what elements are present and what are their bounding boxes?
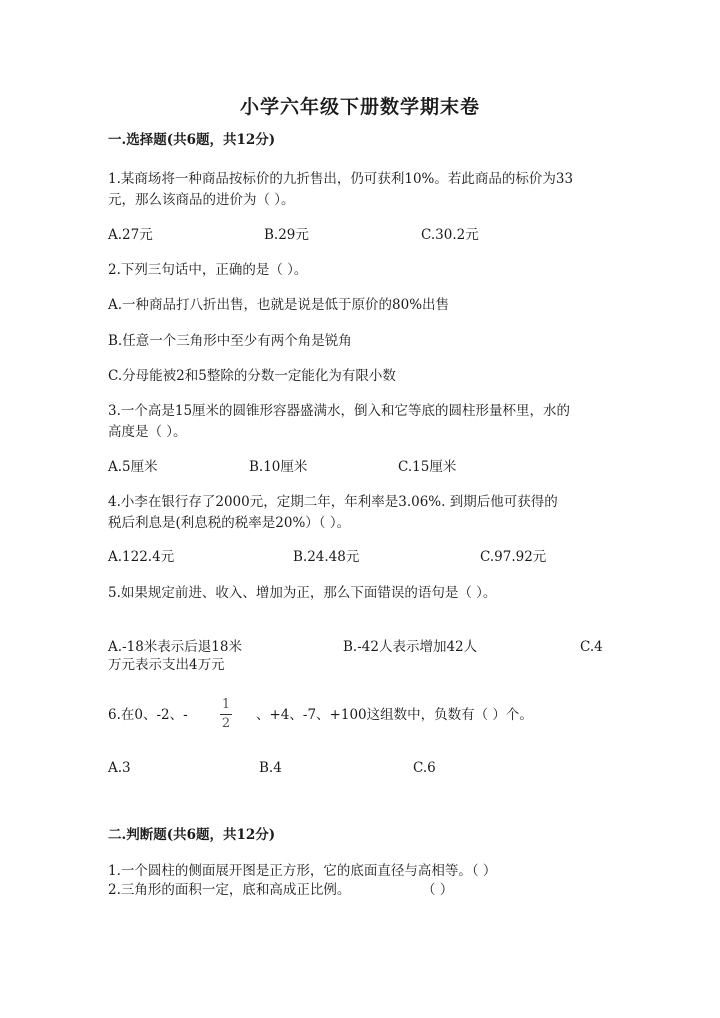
question-3-line-2: 高度是（ ）。	[108, 424, 187, 440]
question-1-line-2: 元，那么该商品的进价为（ ）。	[108, 192, 295, 208]
question-1-option-b: B.29元	[264, 227, 309, 243]
judgment-question-1: 1.一个圆柱的侧面展开图是正方形，它的底面直径与高相等。（ ）	[108, 863, 497, 879]
question-4-line-1: 4.小李在银行存了2000元，定期二年，年利率是3.06%. 到期后他可获得的	[108, 494, 558, 510]
question-5-text: 5.如果规定前进、收入、增加为正，那么下面错误的语句是（ ）。	[108, 585, 497, 601]
question-4-line-2: 税后利息是(利息税的税率是20%）（ ）。	[108, 515, 351, 531]
question-1-option-a: A.27元	[108, 227, 153, 243]
question-1-option-c: C.30.2元	[421, 227, 479, 243]
question-2-option-b: B.任意一个三角形中至少有两个角是锐角	[108, 333, 352, 349]
section-heading-choice: 一.选择题(共6题，共12分)	[108, 132, 276, 148]
question-4-option-c: C.97.92元	[480, 549, 547, 565]
question-6-fraction-bar	[220, 714, 232, 715]
question-3-option-a: A.5厘米	[108, 459, 158, 475]
question-5-option-a: A.-18米表示后退18米	[108, 639, 242, 655]
question-6-option-a: A.3	[108, 760, 131, 776]
question-6-prefix: 6.在0、-2、-	[108, 707, 188, 723]
question-2-text: 2.下列三句话中，正确的是（ ）。	[108, 262, 308, 278]
question-3-line-1: 3.一个高是15厘米的圆锥形容器盛满水，倒入和它等底的圆柱形量杯里，水的	[108, 403, 571, 419]
question-6-suffix: 、+4、-7、+100这组数中，负数有（ ）个。	[256, 707, 533, 723]
question-2-option-a: A.一种商品打八折出售，也就是说是低于原价的80%出售	[108, 297, 450, 313]
question-3-option-c: C.15厘米	[398, 459, 457, 475]
question-3-option-b: B.10厘米	[249, 459, 308, 475]
page-title: 小学六年级下册数学期末卷	[239, 96, 480, 118]
judgment-question-2: 2.三角形的面积一定，底和高成正比例。	[108, 882, 351, 898]
question-5-option-c-continued: 万元表示支出4万元	[108, 657, 225, 673]
question-5-option-c: C.4	[580, 639, 603, 655]
judgment-question-2-answer-blank: （ ）	[422, 882, 454, 898]
question-4-option-a: A.122.4元	[108, 549, 175, 565]
question-6-option-c: C.6	[413, 760, 436, 776]
question-6-fraction-denominator: 2	[221, 716, 231, 731]
section-heading-judgment: 二.判断题(共6题，共12分)	[108, 827, 276, 843]
question-6-fraction-numerator: 1	[221, 697, 231, 712]
question-5-option-b: B.-42人表示增加42人	[343, 639, 478, 655]
question-2-option-c: C.分母能被2和5整除的分数一定能化为有限小数	[108, 368, 396, 384]
question-4-option-b: B.24.48元	[293, 549, 360, 565]
question-1-line-1: 1.某商场将一种商品按标价的九折售出，仍可获利10%。若此商品的标价为33	[108, 171, 574, 187]
question-6-option-b: B.4	[259, 760, 282, 776]
